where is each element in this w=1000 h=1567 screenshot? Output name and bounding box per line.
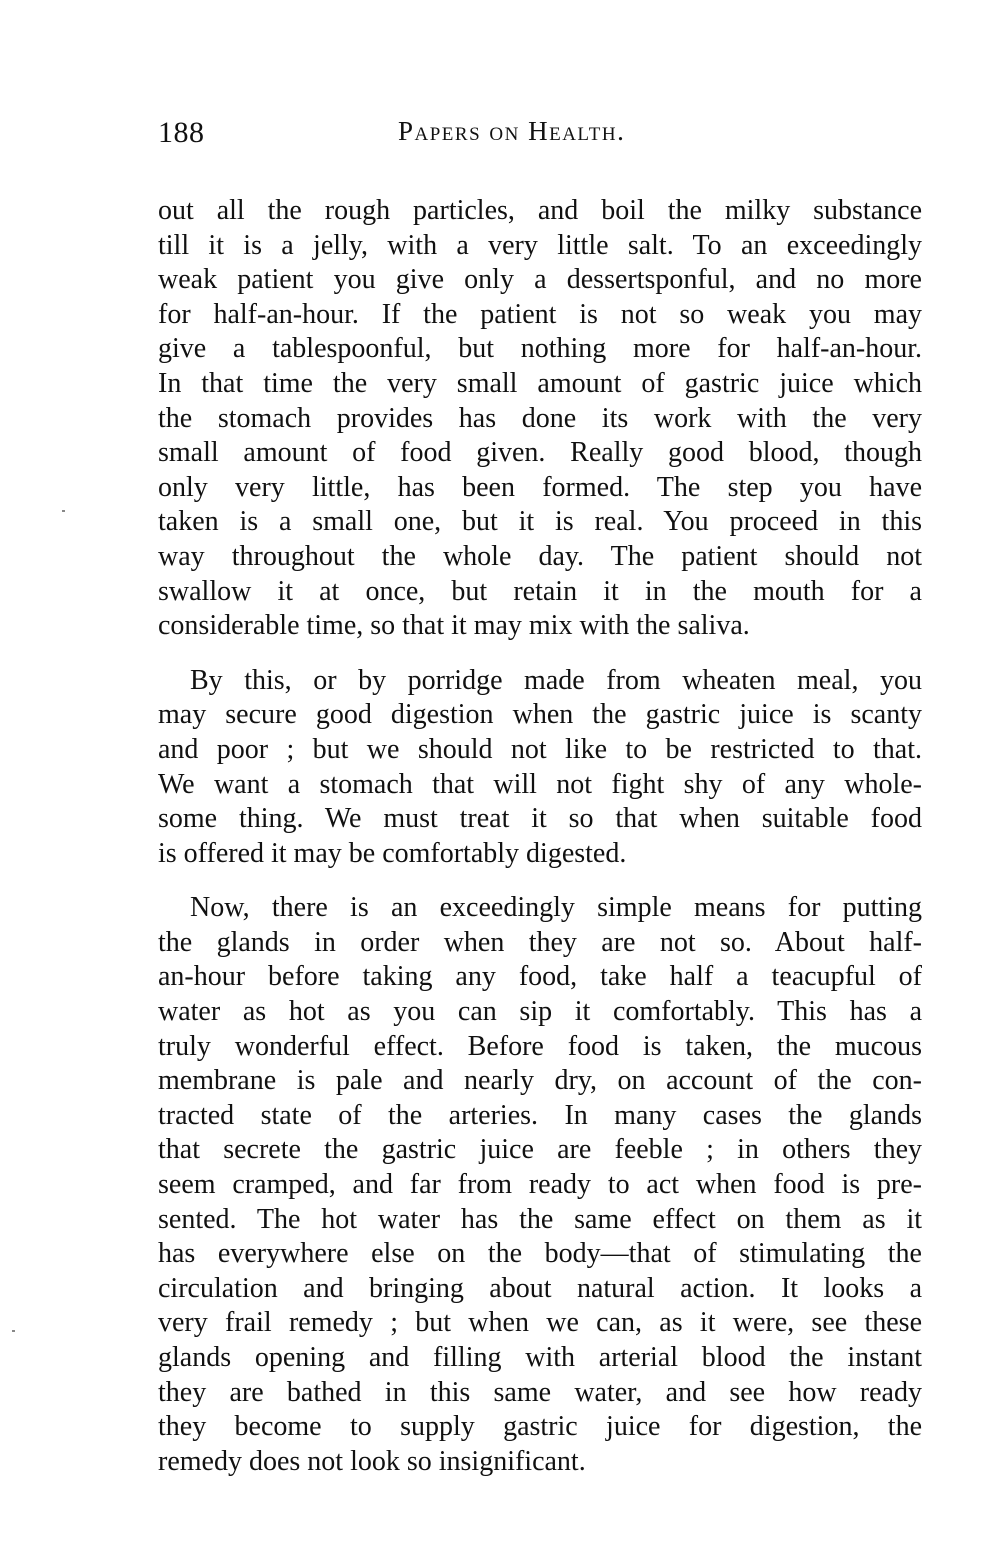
- text-line: till it is a jelly, with a very little salt. To an exceedingly: [158, 229, 922, 261]
- text-line: is offered it may be comfortably digested.: [158, 837, 627, 869]
- text-line: By this, or by porridge made from wheaten meal, you: [190, 664, 922, 696]
- paragraph-1: [158, 194, 922, 644]
- text-line: for half-an-hour. If the patient is not so weak you may: [158, 298, 922, 330]
- text-line: taken is a small one, but it is real. You proceed in this: [158, 506, 922, 538]
- text-line: swallow it at once, but retain it in the mouth for a: [158, 575, 922, 607]
- text-line: only very little, has been formed. The step you have: [158, 471, 922, 503]
- text-line: glands opening and filling with arterial blood the instant: [158, 1342, 922, 1373]
- text-line: small amount of food given. Really good blood, though: [158, 437, 922, 469]
- text-line: they become to supply gastric juice for digestion, the: [158, 1411, 922, 1443]
- text-line: may secure good digestion when the gastric juice is scanty: [158, 699, 922, 731]
- text-line: In that time the very small amount of gastric juice which: [158, 367, 922, 399]
- text-line: We want a stomach that will not fight shy of any whole-: [158, 768, 922, 800]
- running-head: [158, 116, 922, 160]
- text-line: has everywhere else on the body—that of stimulating the: [158, 1238, 922, 1270]
- text-line: seem cramped, and far from ready to act when food is pre-: [158, 1169, 922, 1201]
- text-line: an-hour before taking any food, take half a teacupful of: [158, 961, 922, 993]
- text-line: tracted state of the arteries. In many cases the glands: [158, 1099, 922, 1131]
- text-line: the stomach provides has done its work with the very: [158, 402, 922, 434]
- text-line: water as hot as you can sip it comfortably. This has a: [158, 996, 922, 1028]
- scan-speck: [62, 510, 65, 512]
- text-line: that secrete the gastric juice are feeble ; in others they: [158, 1134, 922, 1166]
- text-line: considerable time, so that it may mix with the saliva.: [158, 610, 750, 642]
- text-line: give a tablespoonful, but nothing more for half-an-hour.: [158, 333, 922, 365]
- text-line: sented. The hot water has the same effect on them as it: [158, 1203, 922, 1235]
- text-line: truly wonderful effect. Before food is taken, the mucous: [158, 1030, 922, 1062]
- page-number: 188: [158, 116, 205, 149]
- body-text: [158, 194, 922, 1479]
- text-line: membrane is pale and nearly dry, on account of the con-: [158, 1065, 922, 1097]
- text-line: the glands in order when they are not so. About half-: [158, 926, 922, 958]
- text-line: very frail remedy ; but when we can, as it were, see these: [158, 1307, 922, 1339]
- scan-speck: [12, 1330, 15, 1332]
- paragraph-2: [158, 664, 922, 872]
- text-line: some thing. We must treat it so that when suitable food: [158, 803, 922, 835]
- text-line: weak patient you give only a dessertsponful, and no more: [158, 264, 922, 296]
- text-line: they are bathed in this same water, and see how ready: [158, 1376, 922, 1408]
- text-line: way throughout the whole day. The patient should not: [158, 540, 922, 572]
- text-line: out all the rough particles, and boil the milky substance: [158, 195, 922, 226]
- paragraph-3: [158, 891, 922, 1479]
- running-title: Papers on Health.: [398, 116, 626, 146]
- text-line: Now, there is an exceedingly simple means for putting: [190, 892, 922, 924]
- text-line: circulation and bringing about natural action. It looks a: [158, 1272, 922, 1304]
- text-line: remedy does not look so insignificant.: [158, 1445, 586, 1477]
- text-line: and poor ; but we should not like to be restricted to that.: [158, 733, 922, 765]
